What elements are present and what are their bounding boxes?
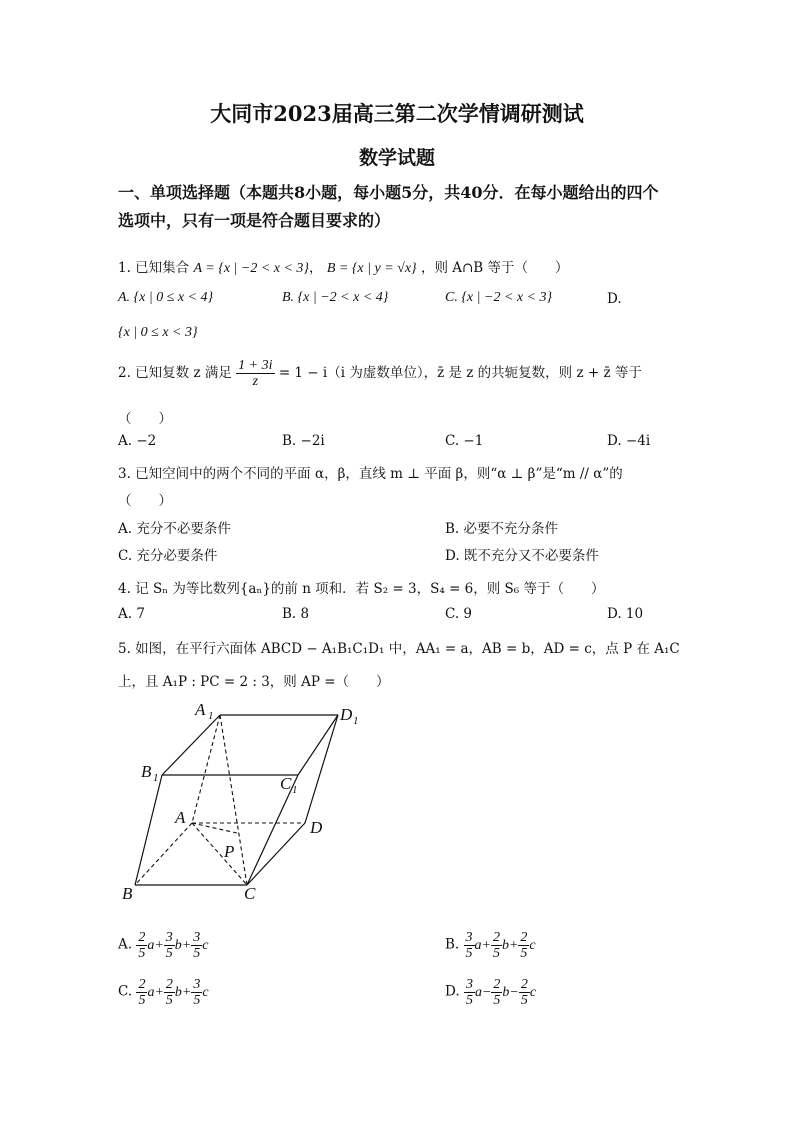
q1-option-a[interactable]: A. {x | 0 ≤ x < 4} [118, 290, 214, 305]
q2-option-d[interactable]: D. −4i [607, 433, 651, 449]
q5-option-b-label: B. [445, 936, 460, 953]
q2-paren: （ ） [118, 411, 172, 427]
q4-option-a[interactable]: A. 7 [118, 606, 145, 622]
q5-option-d[interactable] [445, 977, 536, 1008]
sign: + [181, 937, 192, 953]
coef: 2 [493, 977, 501, 992]
q2-option-b[interactable]: B. −2i [282, 433, 325, 449]
sign: − [509, 984, 519, 1000]
q2-option-a[interactable]: A. −2 [118, 433, 157, 449]
question-4: 4. 记 Sₙ 为等比数列{aₙ}的前 n 项和．若 S₂ = 3，S₄ = 6，则 S₆ 等于（ ） [118, 581, 605, 597]
label-c: C [244, 884, 256, 903]
q4-option-b[interactable]: B. 8 [282, 606, 310, 622]
vec-a: a [147, 984, 155, 1000]
label-c1: C [280, 774, 292, 793]
section-heading-line1: 一、单项选择题（本题共8小题，每小题5分，共40分．在每小题给出的四个 [118, 183, 659, 202]
sign: + [481, 937, 491, 953]
q1-suffix: ，则 A∩B 等于（ ） [420, 260, 569, 276]
q1-prefix: 1. 已知集合 [118, 260, 190, 276]
q5-option-a[interactable] [118, 930, 208, 961]
sign: + [181, 984, 192, 1000]
vec-a: a [474, 984, 482, 1000]
label-c1-sub: 1 [292, 784, 298, 796]
coef: 3 [193, 977, 201, 992]
q3-paren: （ ） [118, 493, 172, 509]
q5-option-c[interactable] [118, 977, 209, 1008]
label-b: B [122, 884, 133, 903]
q1-comma: ， [309, 260, 323, 276]
edge-d1d [305, 715, 338, 823]
den: 5 [138, 946, 146, 961]
edge-a1a-hidden [192, 715, 220, 823]
question-5-line2: 上，且 A₁P : PC = 2 : 3，则 AP =（ ） [118, 674, 390, 690]
den: 5 [165, 946, 173, 961]
label-d1: D [340, 705, 353, 724]
den: 5 [492, 946, 500, 961]
label-a1-sub: 1 [208, 710, 214, 722]
coef: 3 [193, 930, 201, 945]
q4-option-c[interactable]: C. 9 [445, 606, 473, 622]
sign: + [154, 984, 164, 1000]
edge-b1a1 [162, 715, 220, 775]
q5-option-c-label: C. [118, 983, 133, 1000]
question-5-line1: 5. 如图，在平行六面体 ABCD − A₁B₁C₁D₁ 中，AA₁ = a，AB = b，AD = c，点 P 在 A₁C [118, 641, 680, 657]
q1-set-a: A = {x | −2 < x < 3} [193, 261, 310, 276]
den: 5 [193, 946, 201, 961]
vec-c: c [529, 937, 536, 953]
coef: 3 [465, 930, 473, 945]
exam-subtitle: 数学试题 [358, 147, 435, 169]
label-b1-sub: 1 [153, 772, 159, 784]
edge-d1c1 [298, 715, 338, 775]
vec-b: b [174, 937, 182, 953]
question-2 [118, 358, 642, 389]
q5-option-b-expr [464, 930, 536, 961]
den: 5 [465, 946, 473, 961]
q1-option-c[interactable]: C. {x | −2 < x < 3} [445, 290, 553, 305]
coef: 2 [165, 977, 173, 992]
label-b1: B [141, 762, 152, 781]
q3-option-c[interactable]: C. 充分必要条件 [118, 548, 218, 564]
vec-b: b [174, 984, 182, 1000]
sign: + [154, 937, 164, 953]
coef: 2 [138, 930, 146, 945]
vec-c: c [202, 984, 209, 1000]
label-d1-sub: 1 [353, 715, 359, 727]
q5-option-a-expr [136, 930, 209, 961]
q1-option-d[interactable]: D. [607, 291, 622, 307]
den: 5 [193, 993, 201, 1008]
coef: 3 [165, 930, 173, 945]
vec-b: b [501, 937, 509, 953]
q5-option-d-expr [464, 977, 537, 1008]
edge-ab-hidden [135, 823, 192, 885]
vec-b: b [502, 984, 510, 1000]
q4-option-d[interactable]: D. 10 [607, 606, 644, 622]
q3-option-b[interactable]: B. 必要不充分条件 [445, 521, 559, 537]
vec-a: a [147, 937, 155, 953]
q5-option-c-expr [136, 977, 209, 1008]
coef: 2 [492, 930, 500, 945]
exam-title: 大同市2023届高三第二次学情调研测试 [210, 101, 584, 126]
q3-option-d[interactable]: D. 既不充分又不必要条件 [445, 548, 599, 564]
sign: + [508, 937, 519, 953]
q2-fraction-denominator: z [252, 374, 259, 389]
den: 5 [165, 993, 173, 1008]
coef: 2 [520, 977, 528, 992]
q5-option-a-label: A. [118, 936, 133, 953]
q1-set-b: B = {x | y = √x} [326, 261, 417, 276]
q2-option-c[interactable]: C. −1 [445, 433, 484, 449]
q1-option-d-content: {x | 0 ≤ x < 3} [118, 325, 198, 340]
q5-option-b[interactable] [445, 930, 536, 961]
label-p: P [224, 842, 235, 861]
sign: − [481, 984, 492, 1000]
section-heading-line2: 选项中，只有一项是符合题目要求的） [118, 211, 391, 230]
edge-b1b [135, 775, 162, 885]
den: 5 [493, 993, 501, 1008]
vec-c: c [202, 937, 209, 953]
q1-option-b[interactable]: B. {x | −2 < x < 4} [282, 290, 389, 305]
parallelepiped-figure [110, 695, 370, 905]
den: 5 [520, 946, 528, 961]
coef: 2 [520, 930, 528, 945]
q2-fraction-numerator: 1 + 3i [238, 358, 273, 373]
question-3: 3. 已知空间中的两个不同的平面 α，β，直线 m ⊥ 平面 β，则“α ⊥ β”是“m // α”的 [118, 466, 623, 482]
den: 5 [138, 993, 146, 1008]
label-a1: A [195, 700, 206, 719]
label-a: A [175, 808, 186, 827]
vec-a: a [474, 937, 482, 953]
q2-prefix: 2. 已知复数 z 满足 [118, 365, 232, 381]
vec-c: c [529, 984, 537, 1000]
coef: 3 [465, 977, 473, 992]
q5-option-d-label: D. [445, 983, 460, 1000]
label-d: D [310, 818, 323, 837]
den: 5 [520, 993, 528, 1008]
den: 5 [465, 993, 473, 1008]
edge-cd [247, 823, 305, 885]
q3-option-a[interactable]: A. 充分不必要条件 [118, 521, 231, 537]
diagonal-ac [192, 823, 247, 885]
q2-fraction [236, 358, 274, 389]
question-1 [118, 256, 569, 277]
coef: 2 [138, 977, 146, 992]
segment-ap [192, 823, 237, 833]
q2-suffix: = 1 − i（i 为虚数单位），z̄ 是 z 的共轭复数，则 z + z̄ 等于 [278, 365, 642, 381]
